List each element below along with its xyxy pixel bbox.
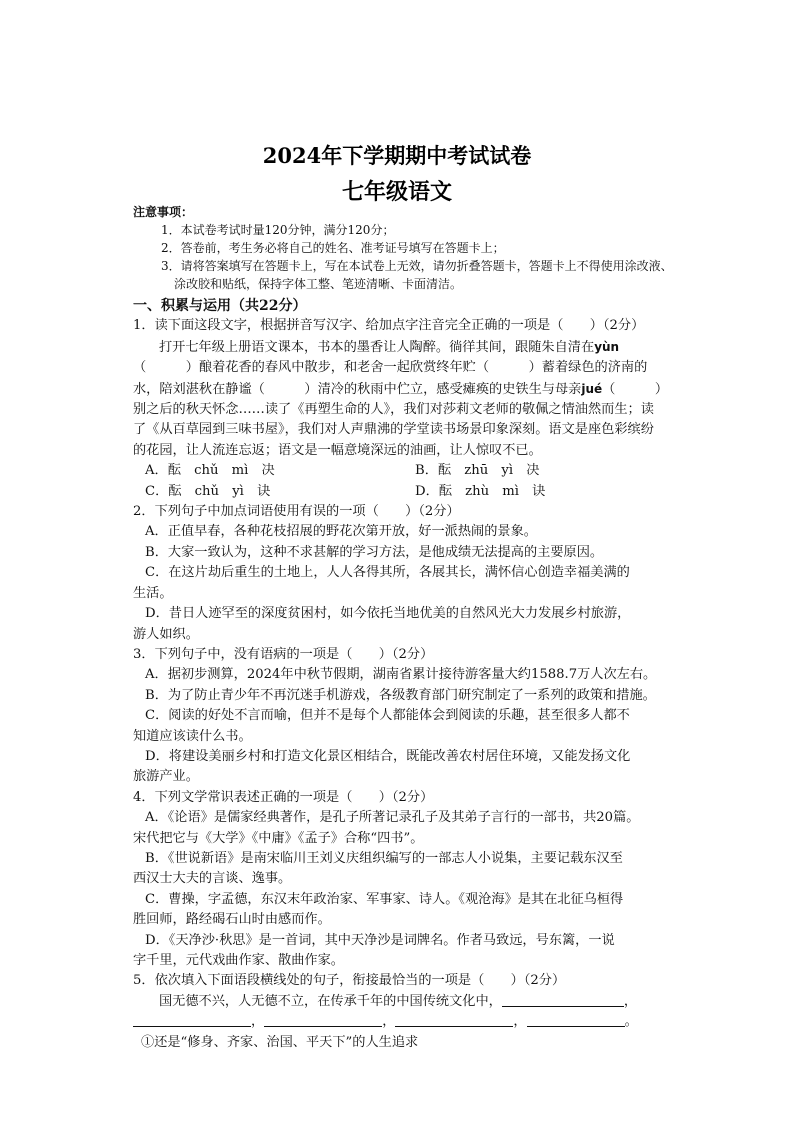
passage-text: （ ）酿着花香的春风中散步，和老舍一起欣赏终年贮（ ）蓄着绿色的济南的水，陪刘湛秋在静谧（ ）清冷的秋雨中伫立，感受瘫痪的史铁生与母亲 bbox=[133, 360, 648, 397]
option-d: D．酝 zhù mì 诀 bbox=[415, 483, 546, 499]
passage-comma: ， bbox=[382, 1014, 396, 1030]
option-b: B．大家一致认为，这种不求甚解的学习方法，是他成绩无法提高的主要原因。 bbox=[145, 544, 604, 560]
section-heading: 一、积累与运用（共22分） bbox=[133, 298, 307, 314]
notes-section bbox=[133, 203, 673, 293]
option-b-continued: 西汉士大夫的言谈、逸事。 bbox=[133, 871, 292, 887]
exam-title: 2024年下学期期中考试试卷 bbox=[262, 143, 532, 168]
question-passage bbox=[133, 992, 663, 1012]
passage-text: 打开七年级上册语文课本，书本的墨香让人陶醉。徜徉其间，跟随朱自清在 bbox=[159, 339, 595, 355]
answer-blank bbox=[133, 1012, 251, 1027]
option-a: A．酝 chǔ mì 决 bbox=[145, 463, 275, 479]
question-4 bbox=[133, 788, 663, 972]
question-5 bbox=[133, 971, 663, 1053]
pinyin-mark: jué bbox=[581, 381, 603, 396]
option-d: D．《天净沙·秋思》是一首词，其中天净沙是词牌名。作者马致远，号东篱，一说 bbox=[145, 932, 615, 948]
option-c: C．酝 chǔ yì 诀 bbox=[145, 483, 271, 499]
exam-body bbox=[133, 296, 663, 1053]
option-a-continued: 宋代把它与《大学》《中庸》《孟子》合称“四书”。 bbox=[133, 830, 424, 846]
pinyin-mark: yùn bbox=[594, 339, 620, 354]
note-item: 2．答卷前，考生务必将自己的姓名、准考证号填写在答题卡上； bbox=[161, 241, 505, 255]
option-c: C．阅读的好处不言而喻，但并不是每个人都能体会到阅读的乐趣，甚至很多人都不 bbox=[145, 708, 630, 724]
option-b: B．《世说新语》是南宋临川王刘义庆组织编写的一部志人小说集，主要记载东汉至 bbox=[145, 850, 623, 866]
question-stem: 3．下列句子中，没有语病的一项是（ ）（2分） bbox=[133, 646, 434, 662]
option-a: A．正值早春，各种花枝招展的野花次第开放，好一派热闹的景象。 bbox=[145, 524, 537, 540]
question-stem: 4．下列文学常识表述正确的一项是（ ）（2分） bbox=[133, 789, 434, 805]
option-b: B．酝 zhū yì 决 bbox=[415, 463, 540, 479]
answer-blank bbox=[264, 1012, 382, 1027]
question-stem: 2．下列句子中加点词语使用有误的一项（ ）（2分） bbox=[133, 504, 460, 520]
option-d-continued: 旅游产业。 bbox=[133, 769, 199, 785]
options-grid bbox=[133, 461, 663, 502]
option-d: D．将建设美丽乡村和打造文化景区相结合，既能改善农村居住环境，又能发扬文化 bbox=[145, 748, 631, 764]
note-item: 1．本试卷考试时量120分钟，满分120分； bbox=[161, 223, 395, 237]
passage-text: 国无德不兴，人无德不立，在传承千年的中国传统文化中， bbox=[159, 993, 502, 1009]
note-item: 3．请将答案填写在答题卡上，写在本试卷上无效，请勿折叠答题卡，答题卡上不得使用涂改液、涂改胶和贴纸，保持字体工整、笔迹清晰、卡面清洁。 bbox=[161, 259, 673, 291]
option-c-continued: 生活。 bbox=[133, 585, 173, 601]
option-d: D．昔日人迹罕至的深度贫困村，如今依托当地优美的自然风光大力发展乡村旅游， bbox=[145, 606, 631, 622]
option-c: C．在这片劫后重生的土地上，人人各得其所，各展其长，满怀信心创造幸福美满的 bbox=[145, 565, 630, 581]
passage-comma: ， bbox=[251, 1014, 265, 1030]
answer-blank bbox=[502, 992, 624, 1007]
question-3 bbox=[133, 645, 663, 788]
answer-blank bbox=[527, 1012, 625, 1027]
notes-header: 注意事项： bbox=[133, 205, 194, 219]
option-d-continued: 游人如织。 bbox=[133, 626, 199, 642]
blank-line bbox=[133, 1012, 663, 1032]
option-d-continued: 字千里，元代戏曲作家、散曲作家。 bbox=[133, 953, 344, 968]
passage-comma: ， bbox=[513, 1014, 527, 1030]
question-stem: 1．读下面这段文字，根据拼音写汉字、给加点字注音完全正确的一项是（ ）（2分） bbox=[133, 318, 645, 334]
question-1 bbox=[133, 316, 663, 502]
option-c-continued: 知道应该读什么书。 bbox=[133, 728, 252, 744]
option-c: C．曹操，字孟德，东汉末年政治家、军事家、诗人。《观沧海》是其在北征乌桓得 bbox=[145, 891, 624, 907]
question-passage bbox=[133, 337, 663, 461]
choice-item-1: ①还是“修身、齐家、治国、平天下”的人生追求 bbox=[141, 1034, 419, 1050]
option-a: A．据初步测算，2024年中秋节假期，湖南省累计接待游客量大约1588.7万人次左右。 bbox=[145, 667, 657, 683]
passage-text: （ ）别之后的秋天怀念……读了《再塑生命的人》，我们对莎莉文老师的敬佩之情油然而生；读了《从百草园到三味书屋》，我们对人声鼎沸的学堂读书场景印象深刻。语文是座色彩缤纷的花园，让人流连忘返；语文是一幅意境深远的油画，让人惊叹不已。 bbox=[133, 381, 662, 458]
answer-blank bbox=[395, 1012, 513, 1027]
passage-comma: ， bbox=[623, 993, 638, 1009]
passage-period: 。 bbox=[624, 1014, 638, 1030]
question-2 bbox=[133, 502, 663, 645]
question-stem: 5．依次填入下面语段横线处的句子，衔接最恰当的一项是（ ）（2分） bbox=[133, 973, 566, 989]
option-a: A．《论语》是儒家经典著作，是孔子所著记录孔子及其弟子言行的一部书，共20篇。 bbox=[145, 810, 640, 826]
option-b: B．为了防止青少年不再沉迷手机游戏，各级教育部门研究制定了一系列的政策和措施。 bbox=[145, 687, 656, 703]
option-c-continued: 胜回师，路经碣石山时由感而作。 bbox=[133, 912, 331, 928]
exam-subtitle: 七年级语文 bbox=[341, 179, 452, 205]
